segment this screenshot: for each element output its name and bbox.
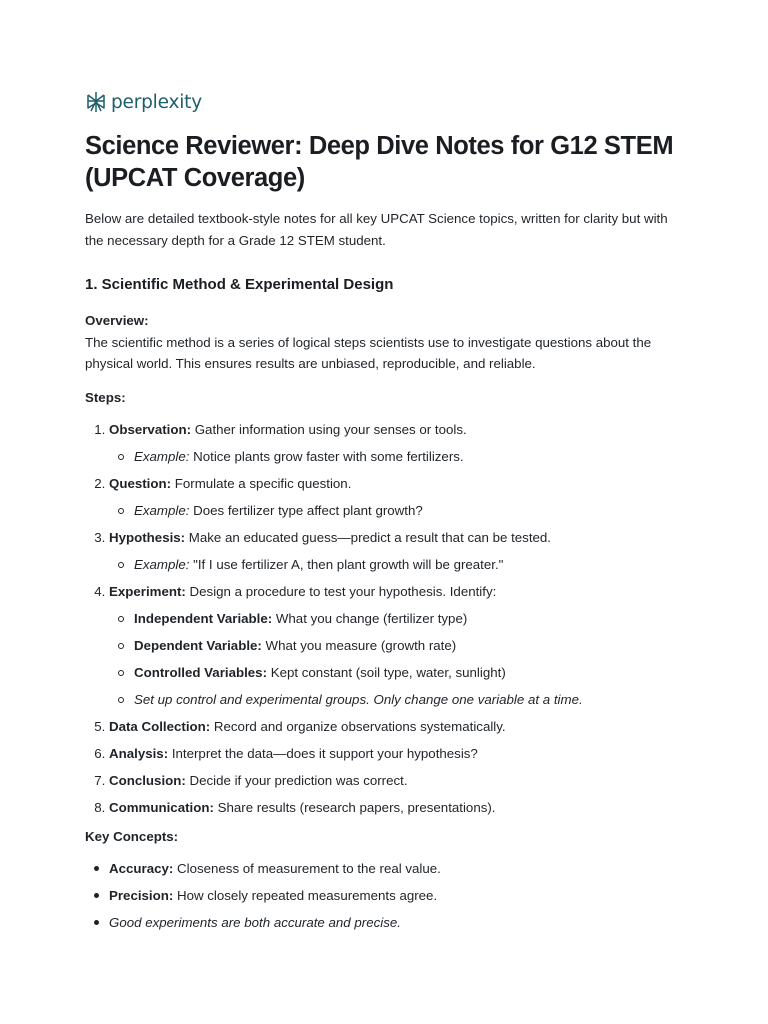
step-item — [109, 745, 685, 762]
variable-text: What you change (fertilizer type) — [272, 611, 468, 626]
circle-bullet-icon — [118, 670, 124, 676]
step-term: Experiment: — [109, 584, 186, 599]
bullet-dot-icon — [94, 866, 99, 871]
variable-term: Independent Variable: — [134, 611, 273, 626]
bullet-dot-icon — [94, 920, 99, 925]
concept-note: Good experiments are both accurate and precise. — [109, 915, 401, 930]
example-label: Example: — [134, 503, 190, 518]
example-item — [134, 502, 685, 519]
example-item — [134, 556, 685, 573]
example-label: Example: — [134, 557, 190, 572]
step-item — [109, 475, 685, 519]
section-heading: 1. Scientific Method & Experimental Design — [85, 276, 394, 293]
concept-item — [109, 887, 685, 904]
step-item — [109, 799, 685, 816]
circle-bullet-icon — [118, 697, 124, 703]
concept-text: Closeness of measurement to the real value. — [173, 861, 441, 876]
steps-list — [85, 421, 685, 816]
step-text: Share results (research papers, presentations). — [213, 800, 496, 815]
concept-text: How closely repeated measurements agree. — [173, 888, 438, 903]
experiment-note: Set up control and experimental groups. Only change one variable at a time. — [134, 692, 583, 707]
concept-term: Precision: — [109, 888, 174, 903]
example-label: Example: — [134, 449, 190, 464]
key-concepts-list — [85, 860, 685, 931]
step-text: Gather information using your senses or tools. — [191, 422, 467, 437]
concept-item — [109, 914, 685, 931]
step-sublist — [109, 610, 685, 708]
brand-header — [85, 86, 685, 118]
step-item — [109, 583, 685, 708]
step-sublist — [109, 556, 685, 573]
variable-term: Dependent Variable: — [134, 638, 262, 653]
steps-label: Steps: — [85, 390, 126, 405]
variable-item — [134, 637, 685, 654]
variable-text: What you measure (growth rate) — [261, 638, 457, 653]
variable-item — [134, 664, 685, 681]
step-text: Decide if your prediction was correct. — [185, 773, 408, 788]
concept-item — [109, 860, 685, 877]
step-term: Conclusion: — [109, 773, 186, 788]
circle-bullet-icon — [118, 616, 124, 622]
step-text: Interpret the data—does it support your hypothesis? — [168, 746, 478, 761]
step-term: Hypothesis: — [109, 530, 186, 545]
step-item — [109, 718, 685, 735]
step-sublist — [109, 448, 685, 465]
example-text: "If I use fertilizer A, then plant growth will be greater." — [189, 557, 504, 572]
document-page — [85, 86, 685, 941]
step-sublist — [109, 502, 685, 519]
step-term: Analysis: — [109, 746, 169, 761]
brand-name: perplexity — [111, 91, 202, 113]
step-text: Make an educated guess—predict a result that can be tested. — [185, 530, 551, 545]
step-text: Formulate a specific question. — [171, 476, 352, 491]
step-item — [109, 421, 685, 465]
circle-bullet-icon — [118, 454, 124, 460]
note-item — [134, 691, 685, 708]
step-text: Design a procedure to test your hypothesis. Identify: — [185, 584, 497, 599]
example-item — [134, 448, 685, 465]
example-text: Notice plants grow faster with some fertilizers. — [189, 449, 464, 464]
step-text: Record and organize observations systematically. — [210, 719, 506, 734]
overview-text: The scientific method is a series of logical steps scientists use to investigate questions about the physical world. This ensures results are unbiased, reproducible, and reliable. — [85, 335, 652, 371]
example-text: Does fertilizer type affect plant growth? — [189, 503, 423, 518]
variable-item — [134, 610, 685, 627]
intro-paragraph: Below are detailed textbook-style notes for all key UPCAT Science topics, written for clarity but with the necessary depth for a Grade 12 STEM student. — [85, 211, 668, 248]
step-term: Data Collection: — [109, 719, 211, 734]
step-term: Question: — [109, 476, 172, 491]
variable-term: Controlled Variables: — [134, 665, 268, 680]
circle-bullet-icon — [118, 562, 124, 568]
perplexity-logo-icon — [85, 90, 107, 114]
key-concepts-label: Key Concepts: — [85, 829, 179, 844]
circle-bullet-icon — [118, 508, 124, 514]
variable-text: Kept constant (soil type, water, sunlight) — [267, 665, 506, 680]
bullet-dot-icon — [94, 893, 99, 898]
page-title: Science Reviewer: Deep Dive Notes for G12 STEM (UPCAT Coverage) — [85, 132, 674, 192]
overview-label: Overview: — [85, 313, 149, 328]
step-term: Observation: — [109, 422, 192, 437]
concept-term: Accuracy: — [109, 861, 174, 876]
step-item — [109, 529, 685, 573]
step-item — [109, 772, 685, 789]
step-term: Communication: — [109, 800, 214, 815]
circle-bullet-icon — [118, 643, 124, 649]
